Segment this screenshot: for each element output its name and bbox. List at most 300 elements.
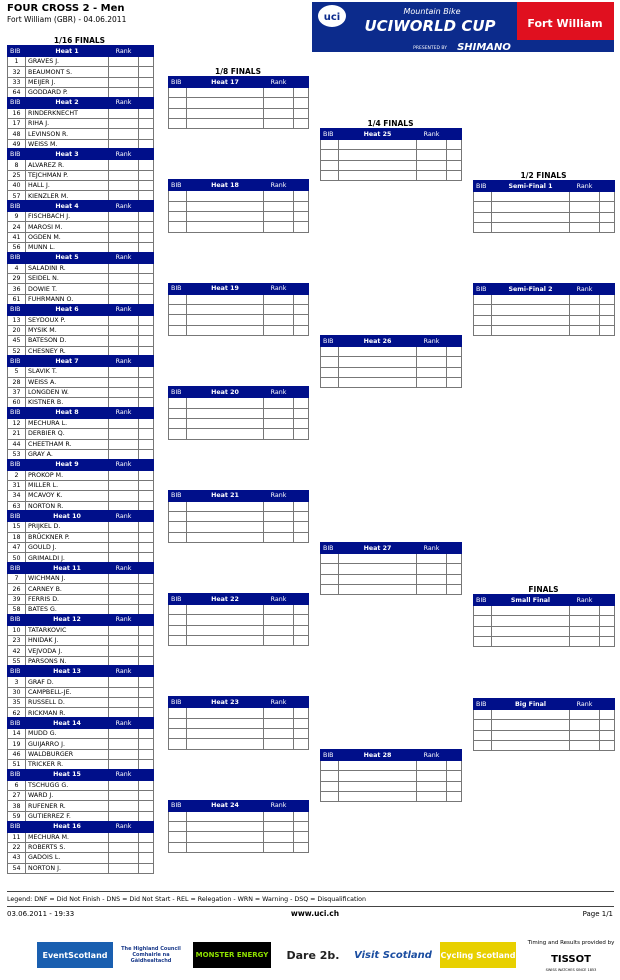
rider-bib: 25 (8, 170, 26, 180)
rider-name (187, 822, 264, 832)
rider-row (474, 616, 615, 626)
tissot-tagline: SWISS WATCHES SINCE 1853 (545, 968, 597, 972)
rider-rank (109, 584, 139, 594)
rank-header-spacer (139, 252, 154, 263)
rider-rank (109, 687, 139, 697)
rider-bib (169, 511, 187, 521)
rider-bib (169, 398, 187, 408)
rider-bib: 35 (8, 698, 26, 708)
rider-name: GOULD J. (26, 542, 109, 552)
rider-row (169, 408, 309, 418)
rider-row (169, 729, 309, 739)
rider-rank (264, 212, 294, 222)
rider-bib (169, 191, 187, 201)
rank-header: Rank (264, 490, 294, 501)
rider-name: PRIJKEL D. (26, 522, 109, 532)
rank-header-spacer (600, 699, 615, 710)
rider-rank-extra (294, 88, 309, 98)
legend: Legend: DNF = Did Not Finish - DNS = Did Not Start - REL = Relegation - WRN = Warning - DSQ = Disqualification (7, 896, 367, 903)
heat-table-r16-9 (7, 459, 154, 512)
rider-bib: 17 (8, 119, 26, 129)
rider-rank-extra (600, 202, 615, 212)
rider-name: BRÜCKNER P. (26, 532, 109, 542)
rider-bib: 4 (8, 263, 26, 273)
rider-bib: 59 (8, 811, 26, 821)
rider-row (321, 554, 462, 564)
rider-rank-extra (447, 357, 462, 367)
bib-header: BIB (474, 181, 492, 192)
rider-name: WICHMAN J. (26, 574, 109, 584)
rider-row (8, 377, 154, 387)
heat-name: Heat 15 (26, 769, 109, 780)
bib-header: BIB (8, 149, 26, 160)
rank-header: Rank (109, 201, 139, 212)
rider-rank-extra (600, 326, 615, 336)
rider-rank (109, 698, 139, 708)
rider-rank (417, 140, 447, 150)
rank-header: Rank (570, 595, 600, 606)
rider-row (169, 212, 309, 222)
rank-header-spacer (139, 718, 154, 729)
rider-rank (109, 439, 139, 449)
rider-rank (109, 77, 139, 87)
rider-name: DERBIER Q. (26, 429, 109, 439)
rider-name: KIENZLER M. (26, 191, 109, 201)
rider-bib (474, 202, 492, 212)
rider-bib (321, 150, 339, 160)
bib-header: BIB (321, 129, 339, 140)
rider-bib (169, 315, 187, 325)
rider-row (8, 594, 154, 604)
heat-name: Heat 13 (26, 666, 109, 677)
rider-rank (109, 625, 139, 635)
rider-row (8, 801, 154, 811)
rider-rank (570, 741, 600, 751)
rider-rank (264, 88, 294, 98)
rider-name: TSCHUGG G. (26, 780, 109, 790)
rider-row (169, 708, 309, 718)
bib-header: BIB (8, 459, 26, 470)
rider-rank-extra (139, 480, 154, 490)
rider-row (321, 357, 462, 367)
rank-header: Rank (109, 407, 139, 418)
rider-name (492, 202, 570, 212)
heat-table-r4-4 (320, 749, 462, 802)
rider-rank (264, 222, 294, 232)
rider-rank (264, 636, 294, 646)
rider-row (8, 522, 154, 532)
heat-name: Big Final (492, 699, 570, 710)
rider-rank (417, 564, 447, 574)
rider-bib: 47 (8, 542, 26, 552)
rider-name (492, 626, 570, 636)
rider-row (169, 191, 309, 201)
rider-row (8, 842, 154, 852)
rider-rank-extra (294, 501, 309, 511)
rider-rank (417, 761, 447, 771)
heat-table-r16-11 (7, 562, 154, 615)
rider-rank (109, 863, 139, 873)
rider-bib: 62 (8, 708, 26, 718)
rider-name (492, 730, 570, 740)
rank-header-spacer (294, 77, 309, 88)
rider-rank (109, 377, 139, 387)
rank-header: Rank (417, 129, 447, 140)
rider-rank-extra (139, 387, 154, 397)
rider-rank-extra (447, 150, 462, 160)
rider-name: FISCHBACH J. (26, 212, 109, 222)
rider-row (474, 606, 615, 616)
rider-row (169, 511, 309, 521)
rider-row (8, 429, 154, 439)
rider-row (169, 822, 309, 832)
sponsor-visitscotland: Visit Scotland (354, 949, 432, 961)
footer-website[interactable]: www.uci.ch (290, 909, 340, 918)
rider-name: MYSIK M. (26, 325, 109, 335)
rider-bib (169, 729, 187, 739)
rider-rank (570, 295, 600, 305)
rider-rank (417, 367, 447, 377)
rank-header-spacer (139, 459, 154, 470)
rider-rank-extra (139, 119, 154, 129)
rider-rank (264, 811, 294, 821)
rider-row (474, 305, 615, 315)
rider-rank-extra (139, 677, 154, 687)
rider-bib: 5 (8, 367, 26, 377)
rider-bib: 49 (8, 139, 26, 149)
rider-bib: 20 (8, 325, 26, 335)
heat-table-r16-2 (7, 97, 154, 150)
heat-table-r16-4 (7, 200, 154, 253)
rider-row (474, 730, 615, 740)
rider-bib: 26 (8, 584, 26, 594)
rider-row (474, 626, 615, 636)
rider-bib: 9 (8, 212, 26, 222)
rider-bib (169, 201, 187, 211)
rider-rank (109, 522, 139, 532)
rider-bib: 6 (8, 780, 26, 790)
rank-header-spacer (294, 180, 309, 191)
heat-table-r4-2 (320, 335, 462, 388)
rider-bib: 55 (8, 656, 26, 666)
rider-rank (264, 718, 294, 728)
rider-row (8, 470, 154, 480)
rider-bib (321, 781, 339, 791)
rider-rank-extra (139, 780, 154, 790)
rank-header-spacer (294, 800, 309, 811)
heat-name: Heat 26 (339, 336, 417, 347)
rider-row (474, 212, 615, 222)
sponsor-monster: MONSTER ENERGY (193, 942, 271, 968)
rider-bib: 48 (8, 129, 26, 139)
rider-rank-extra (139, 470, 154, 480)
rider-name (187, 191, 264, 201)
rider-row (8, 584, 154, 594)
sponsor-eventscotland: EventScotland (37, 942, 113, 968)
rider-row (8, 129, 154, 139)
heat-name: Semi-Final 2 (492, 284, 570, 295)
bib-header: BIB (8, 252, 26, 263)
rider-name: MCAVOY K. (26, 491, 109, 501)
rider-rank-extra (600, 305, 615, 315)
rank-header: Rank (264, 697, 294, 708)
rider-row (8, 387, 154, 397)
rider-rank-extra (294, 418, 309, 428)
rider-bib (169, 222, 187, 232)
rider-bib: 63 (8, 501, 26, 511)
rider-rank (570, 305, 600, 315)
heat-name: Semi-Final 1 (492, 181, 570, 192)
rider-row (321, 771, 462, 781)
rider-rank-extra (600, 223, 615, 233)
heat-table-r16-16 (7, 821, 154, 874)
rider-row (169, 98, 309, 108)
rider-row (8, 181, 154, 191)
rank-header: Rank (109, 304, 139, 315)
rank-header: Rank (570, 284, 600, 295)
rank-header-spacer (447, 129, 462, 140)
banner-sponsor: SHIMANO (457, 42, 511, 52)
rider-bib (321, 347, 339, 357)
heat-name: Heat 16 (26, 821, 109, 832)
rider-rank (109, 108, 139, 118)
rider-name: TATARKOVIC (26, 625, 109, 635)
rider-name (187, 98, 264, 108)
rider-rank (109, 284, 139, 294)
rider-rank (570, 637, 600, 647)
rider-rank (264, 315, 294, 325)
rider-name (187, 625, 264, 635)
heat-name: Heat 10 (26, 511, 109, 522)
rider-name: MUDD G. (26, 729, 109, 739)
rider-rank-extra (447, 792, 462, 802)
rider-rank-extra (139, 315, 154, 325)
rider-bib: 40 (8, 181, 26, 191)
rider-rank-extra (600, 616, 615, 626)
rider-bib: 16 (8, 108, 26, 118)
heat-table-r16-14 (7, 717, 154, 770)
rider-rank (264, 625, 294, 635)
bib-header: BIB (8, 356, 26, 367)
rank-header-spacer (139, 46, 154, 57)
rider-row (169, 501, 309, 511)
rider-rank-extra (139, 284, 154, 294)
rider-rank-extra (139, 625, 154, 635)
rank-header: Rank (109, 46, 139, 57)
rider-bib: 14 (8, 729, 26, 739)
rider-name (187, 418, 264, 428)
rider-bib: 2 (8, 470, 26, 480)
rider-name (187, 605, 264, 615)
rider-bib (169, 739, 187, 749)
rider-rank (570, 223, 600, 233)
rider-row (321, 378, 462, 388)
rider-row (169, 315, 309, 325)
rider-bib (169, 418, 187, 428)
rider-name: GADOIS L. (26, 853, 109, 863)
rider-bib: 32 (8, 67, 26, 77)
rider-bib: 1 (8, 57, 26, 67)
rider-rank (109, 367, 139, 377)
heat-name: Heat 12 (26, 614, 109, 625)
rider-row (169, 739, 309, 749)
rider-rank (109, 739, 139, 749)
rider-row (8, 625, 154, 635)
rider-rank-extra (139, 729, 154, 739)
rider-bib: 60 (8, 398, 26, 408)
heat-name: Heat 28 (339, 750, 417, 761)
rider-name (187, 718, 264, 728)
rider-row (474, 202, 615, 212)
rider-name: TEJCHMAN P. (26, 170, 109, 180)
rank-header: Rank (109, 97, 139, 108)
rider-bib: 56 (8, 243, 26, 253)
rider-name (187, 708, 264, 718)
rider-bib (169, 718, 187, 728)
rider-bib: 58 (8, 605, 26, 615)
rider-name: HALL J. (26, 181, 109, 191)
rider-rank-extra (447, 761, 462, 771)
rank-header: Rank (109, 718, 139, 729)
rank-header: Rank (264, 77, 294, 88)
rider-name (492, 305, 570, 315)
rider-rank-extra (139, 853, 154, 863)
rank-header-spacer (294, 697, 309, 708)
rider-rank (109, 387, 139, 397)
rider-row (8, 780, 154, 790)
rider-bib: 10 (8, 625, 26, 635)
rider-rank-extra (139, 232, 154, 242)
rider-row (169, 605, 309, 615)
rider-rank (109, 780, 139, 790)
rider-rank-extra (294, 708, 309, 718)
rider-row (169, 222, 309, 232)
rider-name (187, 532, 264, 542)
rider-rank-extra (294, 325, 309, 335)
rider-rank-extra (294, 294, 309, 304)
rider-rank (264, 108, 294, 118)
heat-table-r16-3 (7, 148, 154, 201)
rider-row (169, 811, 309, 821)
rider-rank (264, 615, 294, 625)
rider-rank (417, 585, 447, 595)
rider-bib (474, 305, 492, 315)
heat-table-r16-6 (7, 304, 154, 357)
heat-table-r8-6 (168, 593, 309, 646)
rider-row (474, 637, 615, 647)
rider-name (492, 315, 570, 325)
event-subtitle: Fort William (GBR) - 04.06.2011 (7, 15, 127, 24)
rider-bib: 53 (8, 449, 26, 459)
rider-row (8, 367, 154, 377)
rider-rank (109, 842, 139, 852)
rider-name (339, 171, 417, 181)
rider-rank (264, 398, 294, 408)
rider-rank-extra (139, 542, 154, 552)
rider-row (321, 574, 462, 584)
rider-name: CARNEY B. (26, 584, 109, 594)
rider-bib (169, 98, 187, 108)
rider-bib (474, 710, 492, 720)
rider-bib: 42 (8, 646, 26, 656)
rider-rank (109, 212, 139, 222)
rider-row (321, 160, 462, 170)
rider-rank-extra (447, 140, 462, 150)
rider-bib (321, 574, 339, 584)
footer-separator (7, 906, 614, 907)
rider-bib (474, 192, 492, 202)
rider-bib (169, 842, 187, 852)
rank-header-spacer (294, 594, 309, 605)
rider-name (339, 357, 417, 367)
rider-name: SEYDOUX P. (26, 315, 109, 325)
rank-header-spacer (139, 304, 154, 315)
rider-rank (109, 429, 139, 439)
rider-rank (570, 192, 600, 202)
rider-rank-extra (139, 584, 154, 594)
rider-row (169, 294, 309, 304)
rider-row (169, 615, 309, 625)
rider-rank (417, 781, 447, 791)
heat-table-semi-1 (473, 180, 615, 233)
heat-name: Heat 27 (339, 543, 417, 554)
rider-row (169, 522, 309, 532)
rider-name (339, 367, 417, 377)
rider-rank (109, 315, 139, 325)
rider-rank-extra (139, 222, 154, 232)
rider-name: NORTON J. (26, 863, 109, 873)
rider-bib: 37 (8, 387, 26, 397)
rider-rank-extra (139, 832, 154, 842)
rank-header-spacer (447, 336, 462, 347)
heat-name: Heat 8 (26, 407, 109, 418)
rank-header: Rank (264, 800, 294, 811)
rider-bib: 34 (8, 491, 26, 501)
bib-header: BIB (8, 407, 26, 418)
rank-header: Rank (109, 356, 139, 367)
rider-bib: 28 (8, 377, 26, 387)
rider-name (187, 222, 264, 232)
rider-rank-extra (139, 739, 154, 749)
rider-rank (109, 749, 139, 759)
rider-row (8, 749, 154, 759)
heat-table-big-final (473, 698, 615, 751)
rider-rank-extra (139, 77, 154, 87)
rider-row (169, 201, 309, 211)
rider-rank (109, 646, 139, 656)
rider-rank-extra (139, 212, 154, 222)
rider-row (321, 150, 462, 160)
heat-name: Heat 4 (26, 201, 109, 212)
rider-rank-extra (447, 564, 462, 574)
rider-rank-extra (294, 522, 309, 532)
banner-presented: PRESENTED BY (413, 46, 447, 51)
rider-rank (109, 491, 139, 501)
rider-rank-extra (600, 626, 615, 636)
rider-rank (109, 636, 139, 646)
rider-rank-extra (139, 863, 154, 873)
rider-row (474, 315, 615, 325)
rider-rank-extra (294, 408, 309, 418)
rider-rank (264, 191, 294, 201)
rider-rank-extra (294, 98, 309, 108)
rider-row (169, 305, 309, 315)
rider-row (8, 677, 154, 687)
rank-header: Rank (109, 459, 139, 470)
rider-rank (264, 729, 294, 739)
rider-bib (321, 140, 339, 150)
rank-header-spacer (294, 283, 309, 294)
